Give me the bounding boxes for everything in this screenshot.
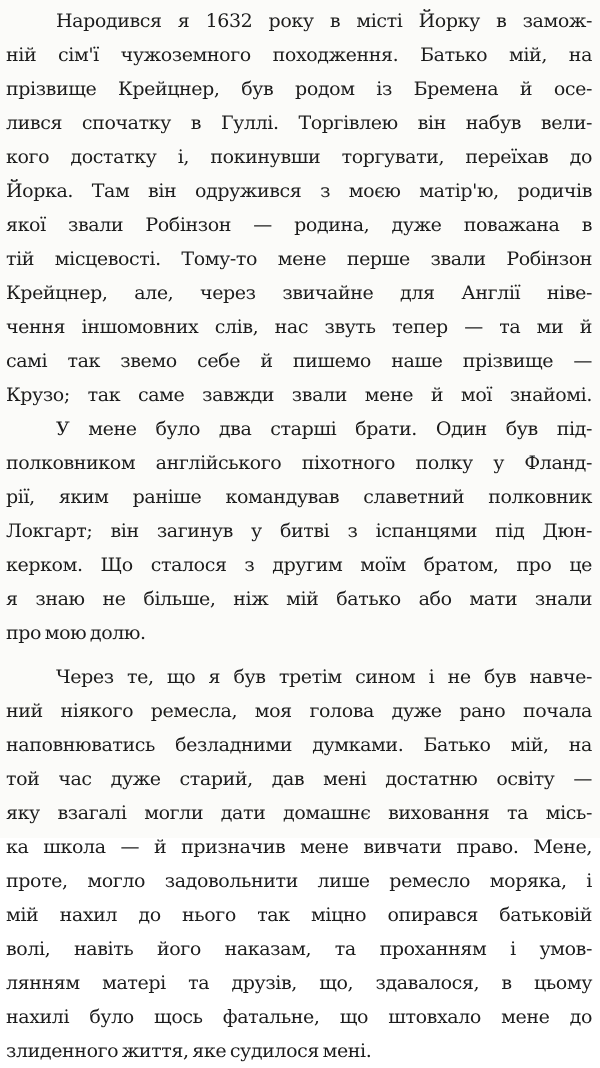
text-line: Крейцнер, але, через звичайне для Англії ніве- [6,282,592,304]
text-line: наповнюватись безладними думками. Батько мій, на [6,734,592,756]
text-line: прізвище Крейцнер, був родом із Бремена й осе- [6,78,592,100]
text-line: мій нахил до нього так міцно опирався батьковій [6,904,592,926]
text-line: той час дуже старий, дав мені достатню освіту — [6,768,592,790]
text-line: чення іншомовних слів, нас звуть тепер — та ми й [6,316,592,338]
text-line: проте, могло задовольнити лише ремесло моряка, і [6,870,592,892]
text-line: кого достатку і, покинувши торгувати, переїхав до [6,146,592,168]
text-line: якої звали Робінзон — родина, дуже поважана в [6,214,592,236]
text-line: керком. Що сталося з другим моїм братом, про це [6,554,592,576]
paragraph [6,4,592,412]
text-line: Крузо; так саме завжди звали мене й мої знайомі. [6,384,592,406]
text-line: ка школа — й призначив мене вивчати право. Мене, [6,836,592,858]
text-line: про мою долю. [6,622,146,644]
text-line: злиденного життя, яке судилося мені. [6,1040,372,1062]
paragraph-gap [6,650,592,660]
text-line: рії, яким раніше командував славетний полковник [6,486,592,508]
text-line: полковником англійського піхотного полку у Фланд- [6,452,592,474]
text-line: самі так звемо себе й пишемо наше прізвище — [6,350,592,372]
text-line: ний ніякого ремесла, моя голова дуже рано почала [6,700,592,722]
paragraph [6,412,592,650]
text-line: Йорка. Там він одружився з моєю матір'ю, родичів [6,180,592,202]
text-line: тій місцевості. Тому-то мене перше звали Робінзон [6,248,592,270]
text-line: Локгарт; він загинув у битві з іспанцями під Дюн- [6,520,592,542]
text-line: Народився я 1632 року в місті Йорку в замож- [56,10,592,32]
text-line: волі, навіть його наказам, та проханням і умов- [6,938,592,960]
text-line: Через те, що я був третім сином і не був навче- [56,666,592,688]
body-text [6,4,592,1068]
paragraph [6,660,592,1068]
text-line: я знаю не більше, ніж мій батько або мати знали [6,588,592,610]
text-line: У мене було два старші брати. Один був під- [56,418,592,440]
text-line: нахилі було щось фатальне, що штовхало мене до [6,1006,592,1028]
text-line: ній сім'ї чужоземного походження. Батько мій, на [6,44,592,66]
text-line: лянням матері та друзів, що, здавалося, в цьому [6,972,592,994]
text-line: лився спочатку в Гуллі. Торгівлею він набув вели- [6,112,592,134]
text-line: яку взагалі могли дати домашнє виховання та місь- [6,802,592,824]
